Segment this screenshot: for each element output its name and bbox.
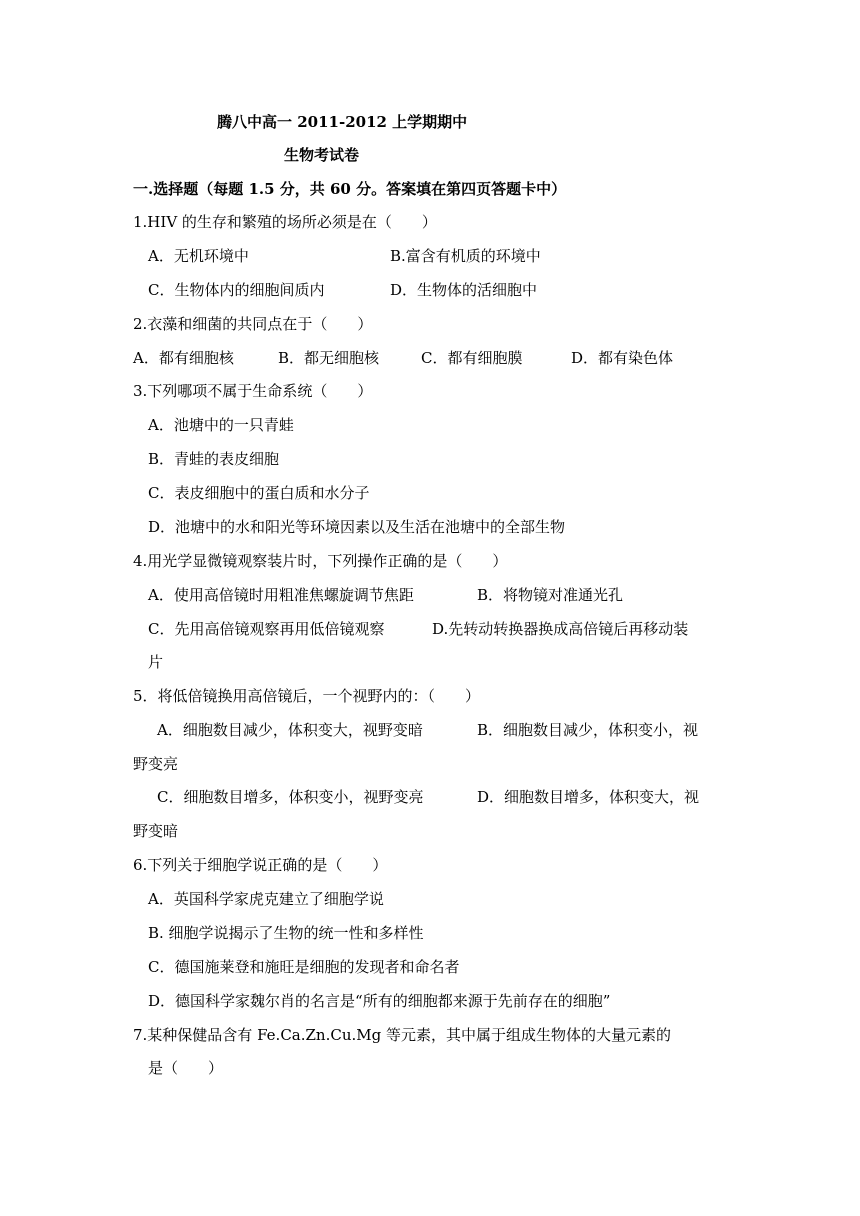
option-b: B.富含有机质的环境中: [390, 247, 541, 265]
option-a: A．使用高倍镜时用粗准焦螺旋调节焦距: [148, 586, 414, 604]
option-b: B．将物镜对准通光孔: [477, 586, 624, 604]
option-d: D．生物体的活细胞中: [390, 281, 538, 299]
option-b-continuation: 野变亮: [133, 755, 179, 773]
option-d: D.先转动转换器换成高倍镜后再移动装: [432, 620, 689, 638]
question-stem: 5．将低倍镜换用高倍镜后，一个视野内的：（ ）: [133, 687, 481, 705]
exam-title: 腾八中高一 2011-2012 上学期期中: [217, 113, 468, 131]
option-a: A．英国科学家虎克建立了细胞学说: [148, 890, 384, 908]
option-c: C．细胞数目增多，体积变小，视野变亮: [157, 788, 424, 806]
question-stem: 3.下列哪项不属于生命系统（ ）: [133, 382, 373, 400]
option-d: D．细胞数目增多，体积变大，视: [477, 788, 700, 806]
option-d-continuation: 野变暗: [133, 822, 179, 840]
option-d: D．德国科学家魏尔肖的名言是“所有的细胞都来源于先前存在的细胞”: [148, 992, 611, 1010]
option-b: B．青蛙的表皮细胞: [148, 450, 280, 468]
option-a: A．池塘中的一只青蛙: [148, 416, 294, 434]
option-b: B．细胞数目减少，体积变小，视: [477, 721, 699, 739]
option-a: A．无机环境中: [148, 247, 249, 265]
exam-subtitle: 生物考试卷: [284, 146, 360, 164]
option-d-continuation: 片: [148, 653, 164, 671]
question-stem: 2.衣藻和细菌的共同点在于（ ）: [133, 315, 373, 333]
option-d: D．都有染色体: [571, 349, 674, 367]
question-stem: 6.下列关于细胞学说正确的是（ ）: [133, 856, 388, 874]
question-stem: 1.HIV 的生存和繁殖的场所必须是在（ ）: [133, 213, 437, 231]
option-a: A．细胞数目减少，体积变大，视野变暗: [157, 721, 423, 739]
question-stem: 4.用光学显微镜观察装片时，下列操作正确的是（ ）: [133, 552, 508, 570]
section-heading: 一.选择题（每题 1.5 分，共 60 分。答案填在第四页答题卡中）: [133, 180, 567, 198]
option-c: C．生物体内的细胞间质内: [148, 281, 325, 299]
option-c: C．表皮细胞中的蛋白质和水分子: [148, 484, 370, 502]
question-stem: 7.某种保健品含有 Fe.Ca.Zn.Cu.Mg 等元素，其中属于组成生物体的大量元素的: [133, 1026, 671, 1044]
option-b: B．都无细胞核: [278, 349, 380, 367]
option-c: C．德国施莱登和施旺是细胞的发现者和命名者: [148, 958, 460, 976]
question-stem-continuation: 是（ ）: [148, 1059, 224, 1077]
option-a: A．都有细胞核: [133, 349, 234, 367]
option-c: C．先用高倍镜观察再用低倍镜观察: [148, 620, 385, 638]
option-b: B. 细胞学说揭示了生物的统一性和多样性: [148, 924, 424, 942]
option-c: C．都有细胞膜: [421, 349, 523, 367]
option-d: D．池塘中的水和阳光等环境因素以及生活在池塘中的全部生物: [148, 518, 566, 536]
